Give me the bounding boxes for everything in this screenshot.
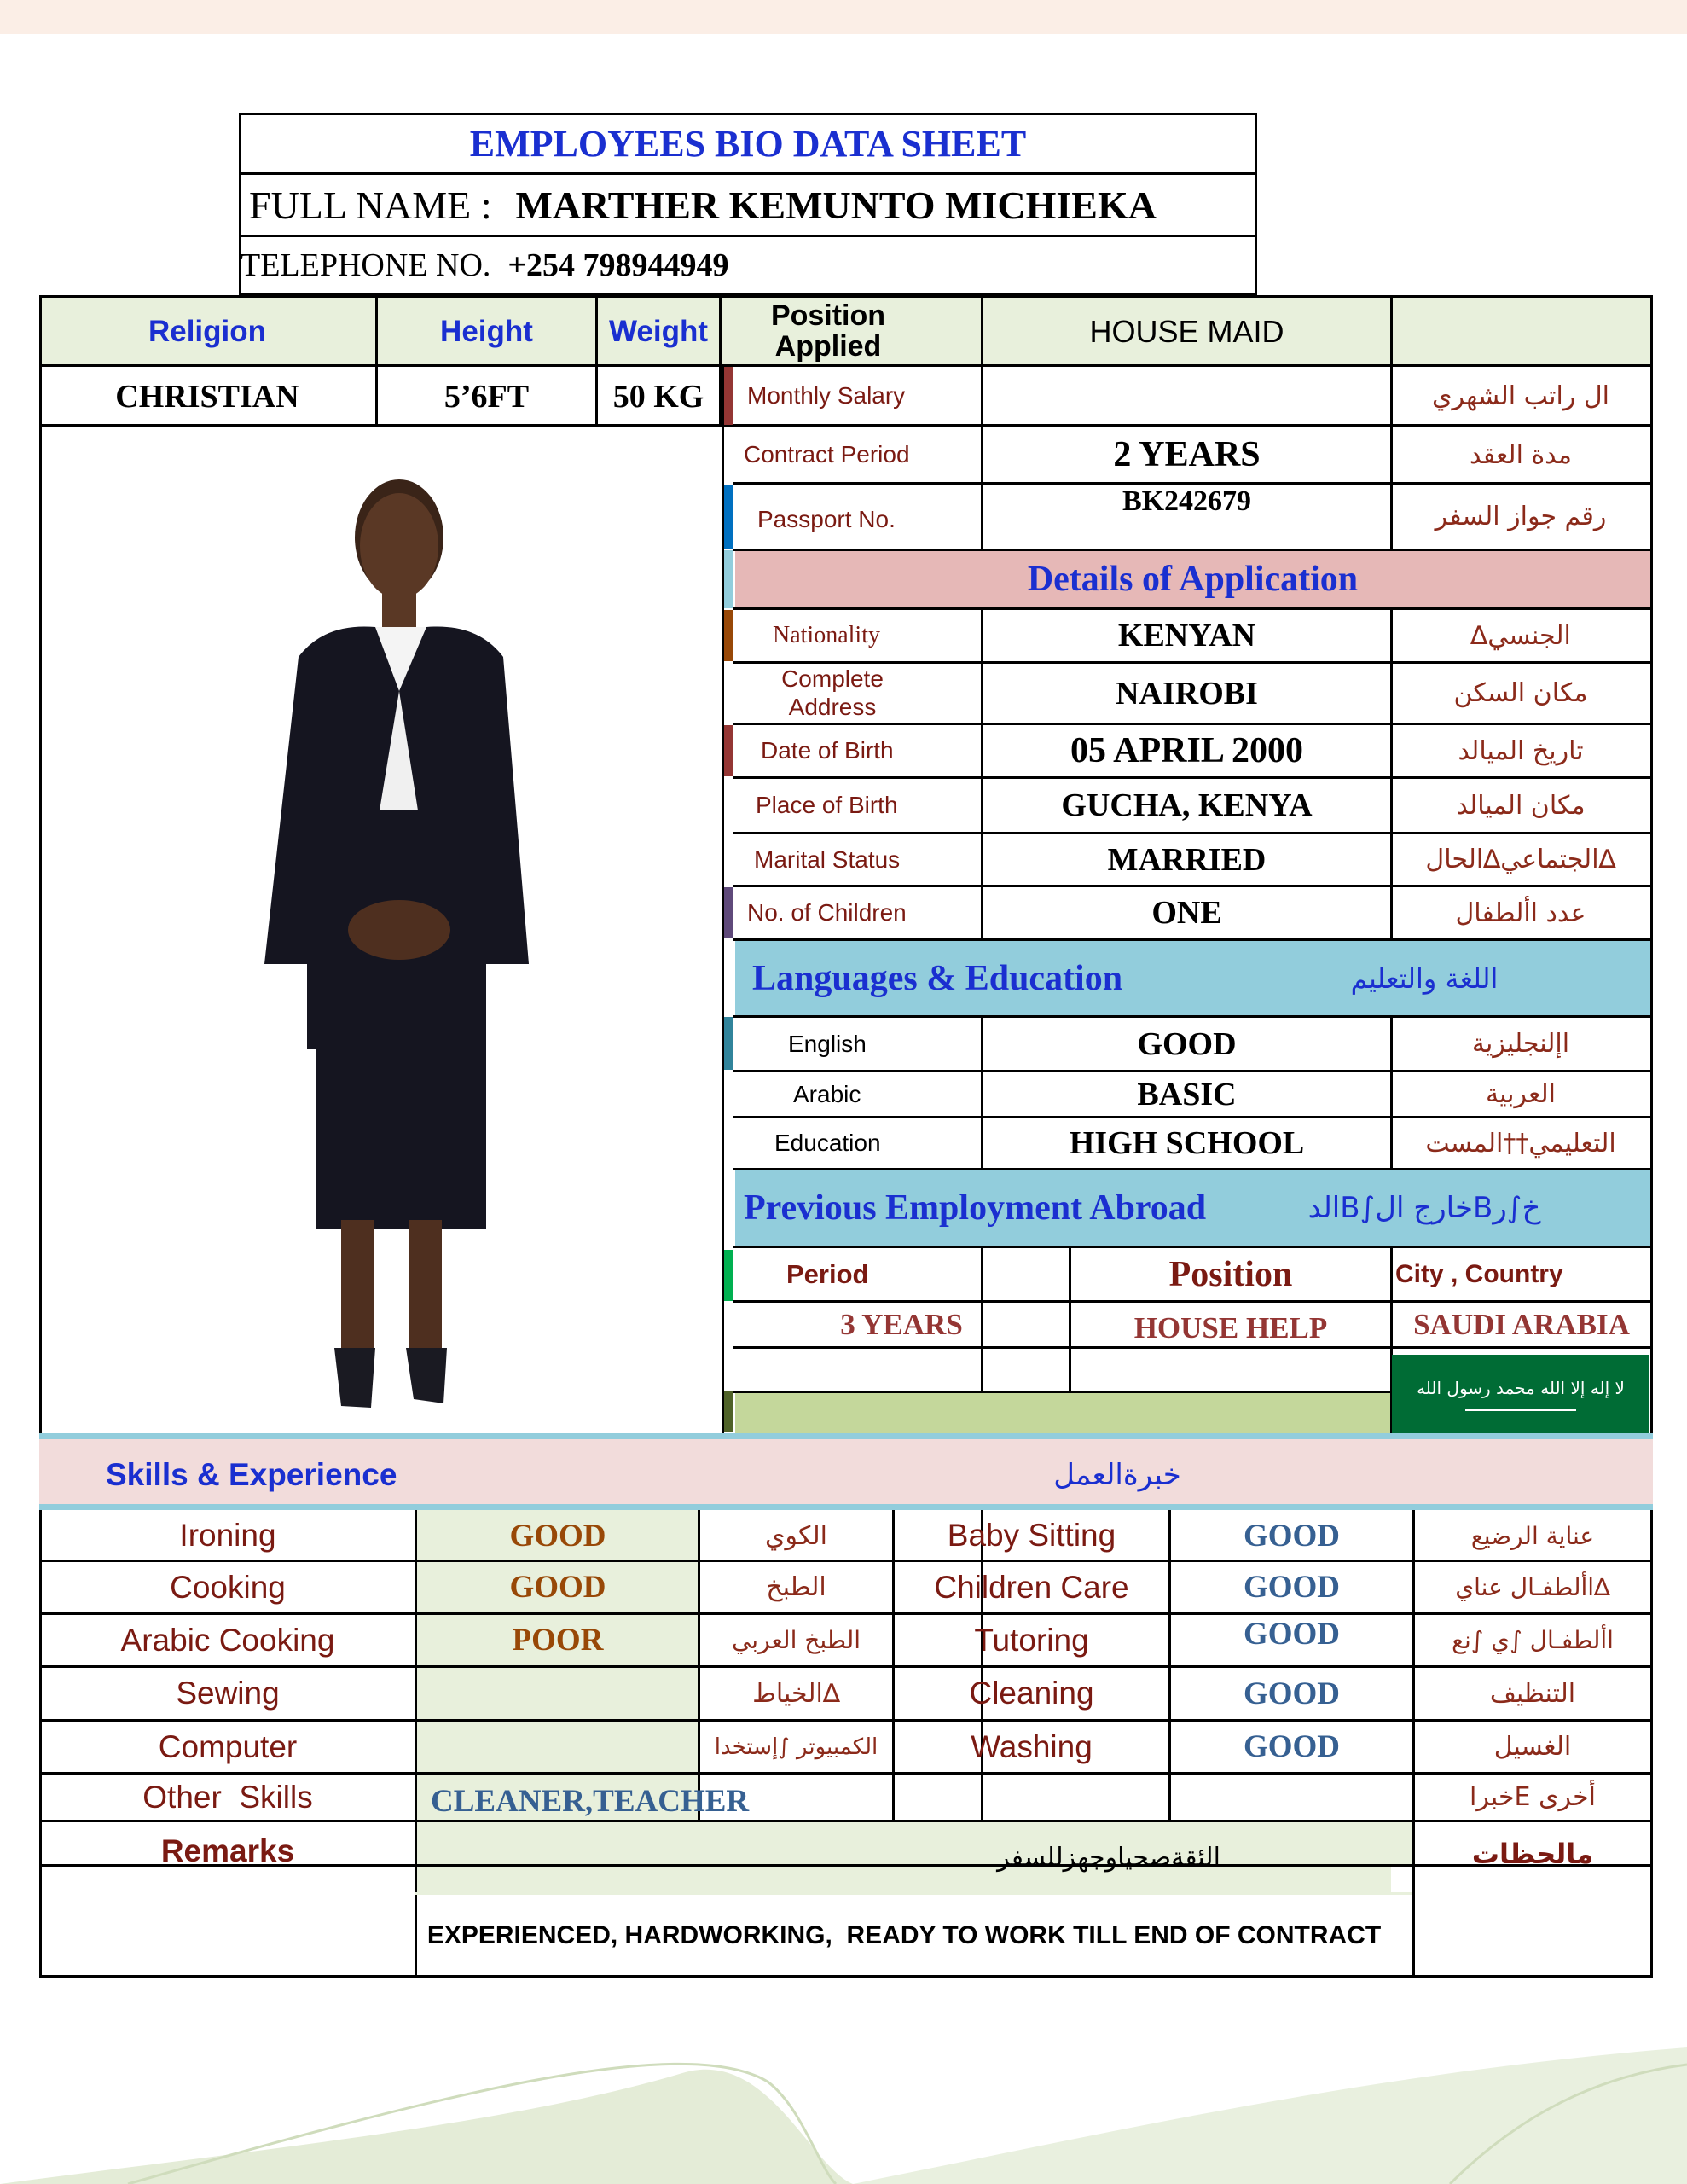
skill-cleaning-value: GOOD (1243, 1676, 1341, 1711)
skill-ironing-label: Ironing (179, 1518, 276, 1553)
col-position: Position (1168, 1254, 1293, 1294)
marital-value: MARRIED (1107, 841, 1267, 878)
remarks-ar-mid: الئقةصحياوجهزللسفر (997, 1843, 1220, 1873)
contract-period-label: Contract Period (744, 441, 910, 468)
skills-heading-ar: خبرةالعمل (1053, 1458, 1181, 1492)
pob-value: GUCHA, KENYA (1061, 787, 1313, 823)
pob-ar: مكان الميالد (1456, 790, 1586, 821)
remarks-ar-right: مالحظات (1471, 1838, 1594, 1870)
remarks-text: EXPERIENCED, HARDWORKING, READY TO WORK TILL END OF CONTRACT (417, 1896, 1391, 1975)
skill-arabic-cooking-label: Arabic Cooking (120, 1622, 335, 1658)
skill-computer-label: Computer (158, 1728, 298, 1764)
skills-divider (39, 1433, 1653, 1439)
full-name-value: MARTHER KEMUNTO MICHIEKA (515, 183, 1157, 227)
address-ar: مكان السكن (1453, 678, 1588, 708)
position-label: Position Applied (770, 299, 886, 363)
salary-label: Monthly Salary (747, 382, 906, 409)
pob-label: Place of Birth (756, 792, 898, 818)
passport-value: BK242679 (1122, 485, 1252, 517)
skill-ironing-ar: الكوي (764, 1520, 828, 1551)
skill-arabic-cooking-ar: الطبخ العربي (731, 1626, 861, 1654)
address-label: Complete Address (781, 665, 884, 720)
top-band (0, 0, 1687, 34)
skill-computer-ar: الكمبيوتر ∫إستخدا (714, 1734, 878, 1760)
arabic-label: Arabic (793, 1080, 861, 1107)
other-skills-label: Other Skills (142, 1779, 313, 1815)
skill-cooking-value: GOOD (509, 1570, 606, 1605)
skill-washing-label: Washing (971, 1728, 1093, 1764)
children-label: No. of Children (747, 899, 907, 926)
full-name-row (249, 175, 1255, 235)
flag-shahada: لا إله إلا الله محمد رسول الله (1417, 1377, 1625, 1398)
skill-childcare-label: Children Care (934, 1569, 1129, 1605)
details-heading: Details of Application (735, 551, 1650, 607)
skill-childcare-value: GOOD (1243, 1570, 1341, 1605)
prev-empty-row (735, 1393, 1390, 1433)
education-label: Education (774, 1130, 881, 1156)
full-name-label: FULL NAME : (249, 183, 492, 227)
prev-position: HOUSE HELP (1133, 1310, 1328, 1345)
col-location: City , Country (1395, 1259, 1563, 1288)
languages-heading: Languages & Education (752, 959, 1123, 998)
education-value: HIGH SCHOOL (1069, 1125, 1305, 1161)
height-value: 5’6FT (443, 379, 530, 415)
skill-babysitting-value: GOOD (1243, 1518, 1341, 1554)
sheet-title: EMPLOYEES BIO DATA SHEET (469, 123, 1027, 165)
skill-arabic-cooking-value: POOR (512, 1623, 604, 1658)
religion-value: CHRISTIAN (115, 379, 299, 415)
other-skills-ar: أخرى Eخبرا (1470, 1782, 1596, 1812)
skills-heading: Skills & Experience (106, 1457, 397, 1492)
telephone-label: TELEPHONE NO. (241, 247, 491, 283)
position-value: HOUSE MAID (1089, 314, 1284, 349)
weight-label: Weight (608, 315, 708, 348)
telephone-value: +254 798944949 (507, 247, 729, 283)
english-value: GOOD (1137, 1025, 1237, 1062)
telephone-row (241, 237, 1247, 293)
flag-sword-icon (1465, 1409, 1576, 1411)
religion-label: Religion (148, 315, 267, 348)
skills-divider-2 (39, 1504, 1653, 1510)
previous-heading-ar: خ∫رBخارج ال∫Bالد (1307, 1191, 1541, 1225)
skill-sewing-label: Sewing (176, 1676, 280, 1711)
nationality-value: KENYAN (1117, 618, 1256, 653)
skill-babysitting-label: Baby Sitting (947, 1518, 1116, 1553)
nationality-ar: الجنسي∆ (1470, 620, 1571, 651)
address-value: NAIROBI (1116, 675, 1258, 712)
dob-label: Date of Birth (761, 737, 894, 764)
skill-tutoring-ar: األطفـال ∫ي ∫نع (1452, 1626, 1614, 1654)
dob-value: 05 APRIL 2000 (1070, 731, 1304, 770)
skill-babysitting-ar: عناية الرضيع (1470, 1521, 1595, 1550)
nationality-label: Nationality (773, 622, 880, 648)
saudi-flag (1392, 1355, 1649, 1433)
skill-ironing-value: GOOD (509, 1518, 606, 1554)
english-ar: اإلنجليزية (1471, 1029, 1570, 1059)
previous-heading: Previous Employment Abroad (744, 1188, 1207, 1228)
skill-sewing-ar: ∆الخياط (752, 1678, 840, 1709)
languages-heading-ar: اللغة والتعليم (1350, 962, 1499, 995)
prev-location: SAUDI ARABIA (1413, 1307, 1630, 1341)
skill-sewing-value (417, 1668, 699, 1719)
dob-ar: تاريخ الميالد (1458, 735, 1584, 766)
prev-period: 3 YEARS (840, 1307, 963, 1341)
skill-computer-value (417, 1722, 699, 1772)
marital-label: Marital Status (754, 845, 901, 873)
passport-label: Passport No. (757, 506, 896, 532)
skill-tutoring-value: GOOD (1243, 1617, 1341, 1652)
skill-cleaning-ar: التنظيف (1489, 1678, 1576, 1709)
education-ar: التعليمي††المست (1425, 1128, 1616, 1159)
skill-washing-ar: الغسيل (1493, 1732, 1572, 1762)
other-skills-value: CLEANER,TEACHER (431, 1784, 750, 1819)
salary-value (983, 367, 1390, 425)
children-ar: عدد األطفال (1455, 897, 1586, 928)
english-label: English (788, 1030, 867, 1057)
arabic-value: BASIC (1137, 1076, 1237, 1112)
salary-ar: ال راتب الشهري (1432, 380, 1609, 411)
skill-cooking-ar: الطبخ (766, 1572, 826, 1602)
skill-childcare-ar: ∆األطفـال عناي (1455, 1573, 1610, 1601)
employee-photo (230, 452, 554, 1425)
contract-period-ar: مدة العقد (1470, 439, 1572, 470)
arabic-ar: العربية (1486, 1079, 1556, 1109)
skill-cleaning-label: Cleaning (969, 1676, 1094, 1711)
weight-value: 50 KG (612, 379, 704, 415)
marital-ar: ∆الجتماعي∆الحال (1425, 845, 1616, 874)
skill-washing-value: GOOD (1243, 1729, 1341, 1764)
col-period: Period (786, 1258, 869, 1289)
passport-ar: رقم جواز السفر (1435, 502, 1607, 531)
skill-cooking-label: Cooking (170, 1569, 286, 1605)
decorative-wave (0, 1996, 1687, 2184)
skill-tutoring-label: Tutoring (974, 1622, 1089, 1658)
children-value: ONE (1151, 895, 1222, 931)
contract-period-value: 2 YEARS (1113, 435, 1261, 474)
remarks-label: Remarks (160, 1833, 295, 1868)
height-label: Height (440, 315, 533, 348)
